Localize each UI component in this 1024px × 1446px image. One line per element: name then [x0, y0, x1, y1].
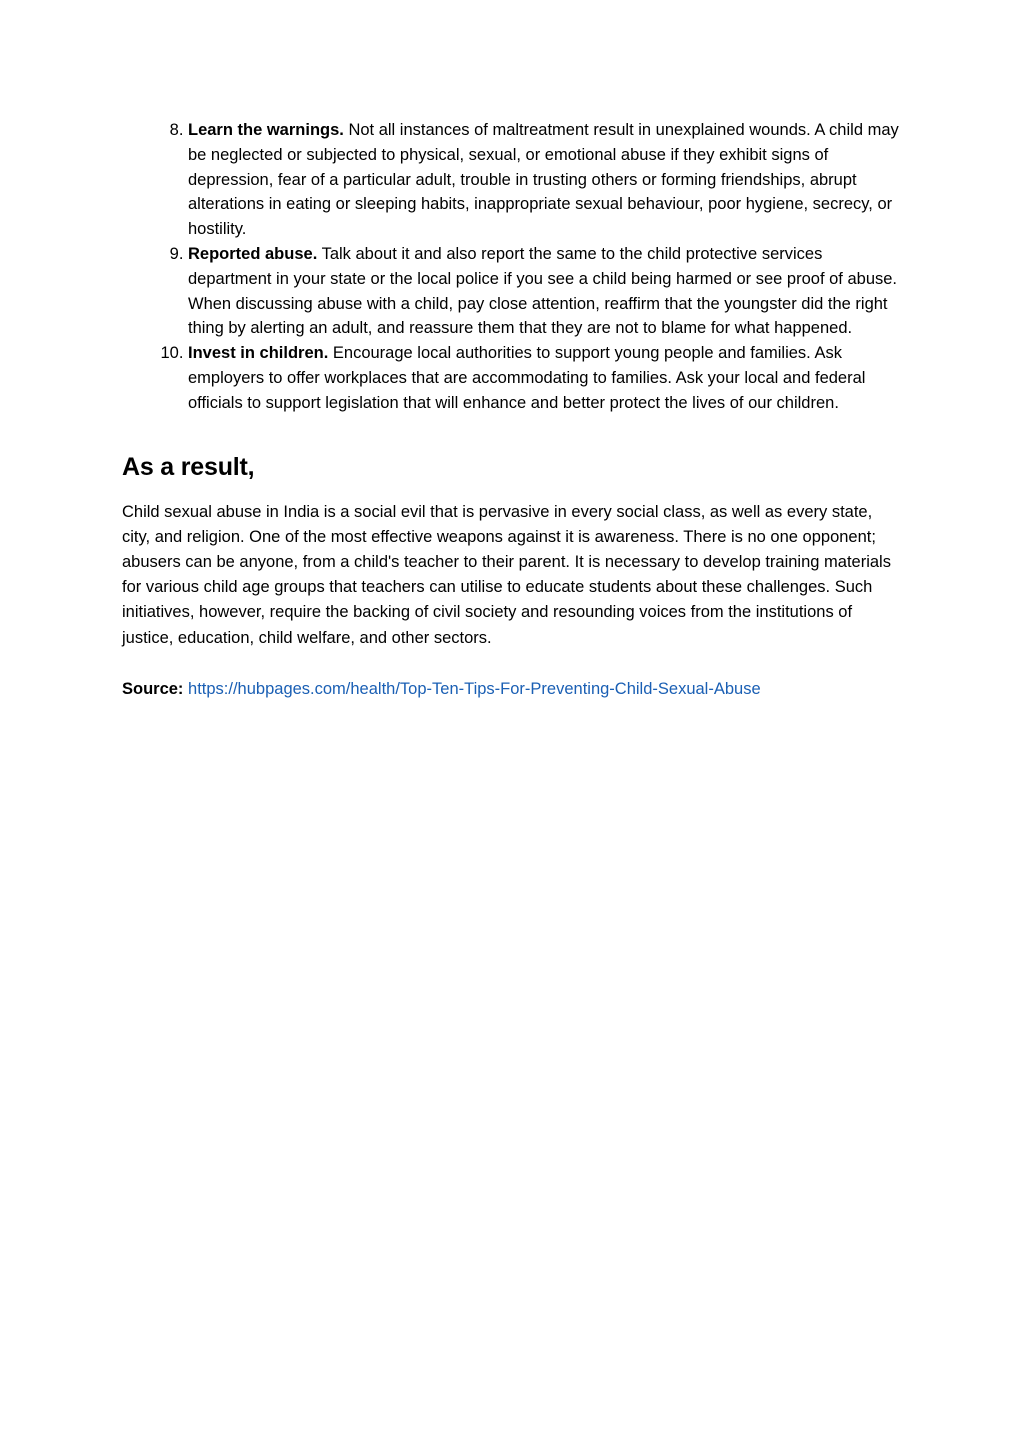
- source-link[interactable]: https://hubpages.com/health/Top-Ten-Tips-For-Preventing-Child-Sexual-Abuse: [188, 679, 761, 698]
- list-item: [188, 118, 902, 242]
- tips-list: [122, 118, 902, 416]
- source-label: Source:: [122, 679, 184, 698]
- list-item-title: Reported abuse.: [188, 244, 318, 263]
- list-item: [188, 242, 902, 341]
- list-item-title: Learn the warnings.: [188, 121, 344, 139]
- list-item-title: Invest in children.: [188, 344, 329, 363]
- section-heading: As a result,: [122, 452, 255, 481]
- list-item-text: Not all instances of maltreatment result in unexplained wounds. A child may be neglected or subjected to physical, sexual, or emotional abuse if they exhibit signs of depression, fear of a particular adult, trouble in trusting others or forming friendships, abrupt alterations in eating or sleeping habits, inappropriate sexual behaviour, poor hygiene, secrecy, or hostility.: [188, 121, 899, 239]
- list-item-text: Encourage local authorities to support young people and families. Ask employers to offer workplaces that are accommodating to families. Ask your local and federal officials to support legislation that will enhance and better protect the lives of our children.: [188, 344, 866, 412]
- source-line: [122, 677, 902, 702]
- list-item: [188, 341, 902, 415]
- list-item-text: Talk about it and also report the same to the child protective services department in your state or the local police if you see a child being harmed or see proof of abuse. When discussing abuse with a child, pay close attention, reaffirm that the youngster did the right thing by alerting an adult, and reassure them that they are not to blame for what happened.: [188, 244, 898, 338]
- body-paragraph: Child sexual abuse in India is a social evil that is pervasive in every social class, as well as every state, city, and religion. One of the most effective weapons against it is awareness. There is no one opponent; abusers can be anyone, from a child's teacher to their parent. It is necessary to develop training materials for various child age groups that teachers can utilise to educate students about these challenges. Such initiatives, however, require the backing of civil society and resounding voices from the institutions of justice, education, child welfare, and other sectors.: [122, 502, 891, 647]
